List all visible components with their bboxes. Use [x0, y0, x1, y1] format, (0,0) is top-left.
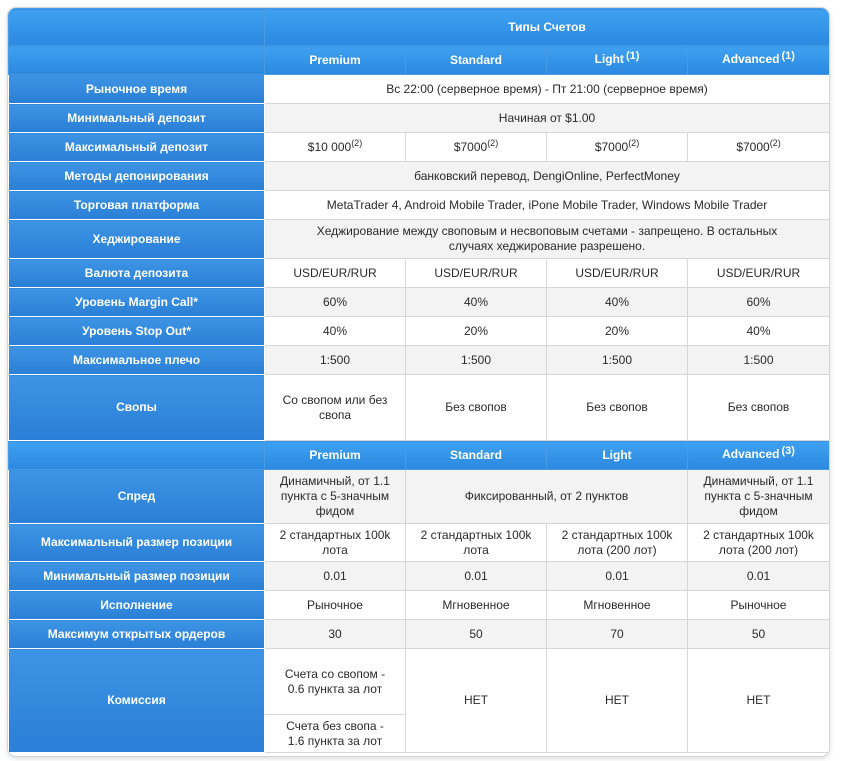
table-cell: USD/EUR/RUR	[406, 259, 547, 288]
table-cell: 0.01	[688, 562, 830, 591]
table-cell: 50	[688, 620, 830, 649]
cell-value: $7000	[736, 139, 770, 154]
footnote-mark: (2)	[769, 137, 781, 148]
table-title: Типы Счетов	[265, 9, 830, 46]
col-header-premium	[265, 441, 406, 470]
table-row	[9, 191, 830, 220]
table-cell: 1:500	[265, 346, 406, 375]
col-header-light	[547, 441, 688, 470]
table-row	[9, 75, 830, 104]
cell-value: $7000	[594, 139, 629, 154]
table-cell: MetaTrader 4, Android Mobile Trader, iPone Mobile Trader, Windows Mobile Trader	[265, 191, 830, 220]
header-corner-1	[9, 46, 265, 75]
table-row	[9, 562, 830, 591]
title-corner	[9, 9, 265, 46]
row-label: Максимальный размер позиции	[9, 524, 265, 562]
row-label: Хеджирование	[9, 220, 265, 259]
col-header-label: Light	[594, 52, 624, 66]
table-cell: USD/EUR/RUR	[688, 259, 830, 288]
col-header-label: Premium	[309, 447, 361, 462]
footnote-mark: (1)	[625, 50, 640, 62]
table-cell: 2 стандартных 100k лота (200 лот)	[547, 524, 688, 562]
table-cell: 2 стандартных 100k лота (200 лот)	[688, 524, 830, 562]
col-header-label: Premium	[309, 52, 361, 67]
table-cell: Хеджирование между своповым и несвоповым счетами - запрещено. В остальных случаях хеджирование разрешено.	[265, 220, 830, 259]
row-label: Уровень Margin Call*	[9, 288, 265, 317]
table-cell: 40%	[406, 288, 547, 317]
table-cell: 1:500	[547, 346, 688, 375]
table-cell: 0.01	[406, 562, 547, 591]
table-cell: Без свопов	[688, 375, 830, 441]
table-cell: 2 стандартных 100k лота	[265, 524, 406, 562]
table-cell: 0.01	[265, 562, 406, 591]
account-types-table	[8, 8, 829, 753]
table-cell: Фиксированный, от 2 пунктов	[406, 470, 688, 524]
row-label: Комиссия	[9, 649, 265, 753]
row-label: Методы депонирования	[9, 162, 265, 191]
table-cell: 30	[265, 620, 406, 649]
row-label: Валюта депозита	[9, 259, 265, 288]
row-label: Минимальный депозит	[9, 104, 265, 133]
table-cell	[688, 133, 830, 162]
table-cell	[406, 133, 547, 162]
table-cell: 2 стандартных 100k лота	[406, 524, 547, 562]
row-label: Спред	[9, 470, 265, 524]
row-label: Рыночное время	[9, 75, 265, 104]
footnote-mark: (3)	[781, 445, 795, 457]
table-cell: 0.01	[547, 562, 688, 591]
footnote-mark: (2)	[351, 137, 363, 148]
table-row	[9, 375, 830, 441]
table-row	[9, 649, 830, 715]
table-cell: 50	[406, 620, 547, 649]
row-label: Уровень Stop Out*	[9, 317, 265, 346]
col-header-label: Advanced	[722, 52, 780, 66]
cell-value: $10 000	[307, 139, 352, 154]
footnote-mark: (2)	[628, 137, 640, 148]
table-row	[9, 524, 830, 562]
table-cell: 70	[547, 620, 688, 649]
col-header-label: Standard	[449, 52, 502, 67]
table-cell: 60%	[688, 288, 830, 317]
table-cell: НЕТ	[406, 649, 547, 753]
account-types-card	[8, 8, 829, 756]
table-cell: 60%	[265, 288, 406, 317]
table-cell: Динамичный, от 1.1 пункта с 5-значным фидом	[688, 470, 830, 524]
table-row	[9, 346, 830, 375]
table-row	[9, 259, 830, 288]
header-row-2	[9, 441, 830, 470]
header-corner-2	[9, 441, 265, 470]
table-row	[9, 162, 830, 191]
table-cell: 20%	[547, 317, 688, 346]
col-header-label: Advanced	[722, 447, 780, 461]
row-label: Максимальный депозит	[9, 133, 265, 162]
table-cell: Начиная от $1.00	[265, 104, 830, 133]
table-cell: Мгновенное	[547, 591, 688, 620]
row-label: Минимальный размер позиции	[9, 562, 265, 591]
table-cell: 1:500	[406, 346, 547, 375]
row-label: Максимальное плечо	[9, 346, 265, 375]
table-cell: Со свопом или без свопа	[265, 375, 406, 441]
col-header-label: Light	[602, 447, 632, 462]
col-header-advanced	[688, 46, 830, 75]
table-cell: НЕТ	[547, 649, 688, 753]
table-cell	[547, 133, 688, 162]
table-cell: 20%	[406, 317, 547, 346]
col-header-label: Standard	[449, 447, 502, 462]
table-cell: USD/EUR/RUR	[547, 259, 688, 288]
table-cell: Счета со свопом - 0.6 пункта за лот	[265, 649, 406, 715]
table-row	[9, 133, 830, 162]
table-cell	[265, 133, 406, 162]
footnote-mark: (1)	[781, 50, 795, 62]
table-cell: Без свопов	[406, 375, 547, 441]
col-header-standard	[406, 46, 547, 75]
table-cell: Без свопов	[547, 375, 688, 441]
table-cell: Динамичный, от 1.1 пункта с 5-значным фидом	[265, 470, 406, 524]
row-label: Торговая платформа	[9, 191, 265, 220]
col-header-light	[547, 46, 688, 75]
table-cell: Рыночное	[688, 591, 830, 620]
col-header-premium	[265, 46, 406, 75]
row-label: Максимум открытых ордеров	[9, 620, 265, 649]
table-row	[9, 591, 830, 620]
row-label: Исполнение	[9, 591, 265, 620]
table-row	[9, 620, 830, 649]
table-cell: банковский перевод, DengiOnline, PerfectMoney	[265, 162, 830, 191]
table-cell: 40%	[265, 317, 406, 346]
table-row	[9, 104, 830, 133]
table-row	[9, 220, 830, 259]
table-cell: НЕТ	[688, 649, 830, 753]
col-header-standard	[406, 441, 547, 470]
table-cell: Рыночное	[265, 591, 406, 620]
col-header-advanced	[688, 441, 830, 470]
footnote-mark: (2)	[487, 137, 499, 148]
table-cell: 1:500	[688, 346, 830, 375]
table-cell: USD/EUR/RUR	[265, 259, 406, 288]
title-row	[9, 9, 830, 46]
table-cell: Мгновенное	[406, 591, 547, 620]
table-row	[9, 317, 830, 346]
table-cell: Вс 22:00 (серверное время) - Пт 21:00 (серверное время)	[265, 75, 830, 104]
row-label: Свопы	[9, 375, 265, 441]
table-cell: 40%	[688, 317, 830, 346]
table-cell: Счета без свопа - 1.6 пункта за лот	[265, 715, 406, 753]
cell-value: $7000	[453, 139, 488, 154]
header-row-1	[9, 46, 830, 75]
table-cell: 40%	[547, 288, 688, 317]
table-row	[9, 470, 830, 524]
table-row	[9, 288, 830, 317]
